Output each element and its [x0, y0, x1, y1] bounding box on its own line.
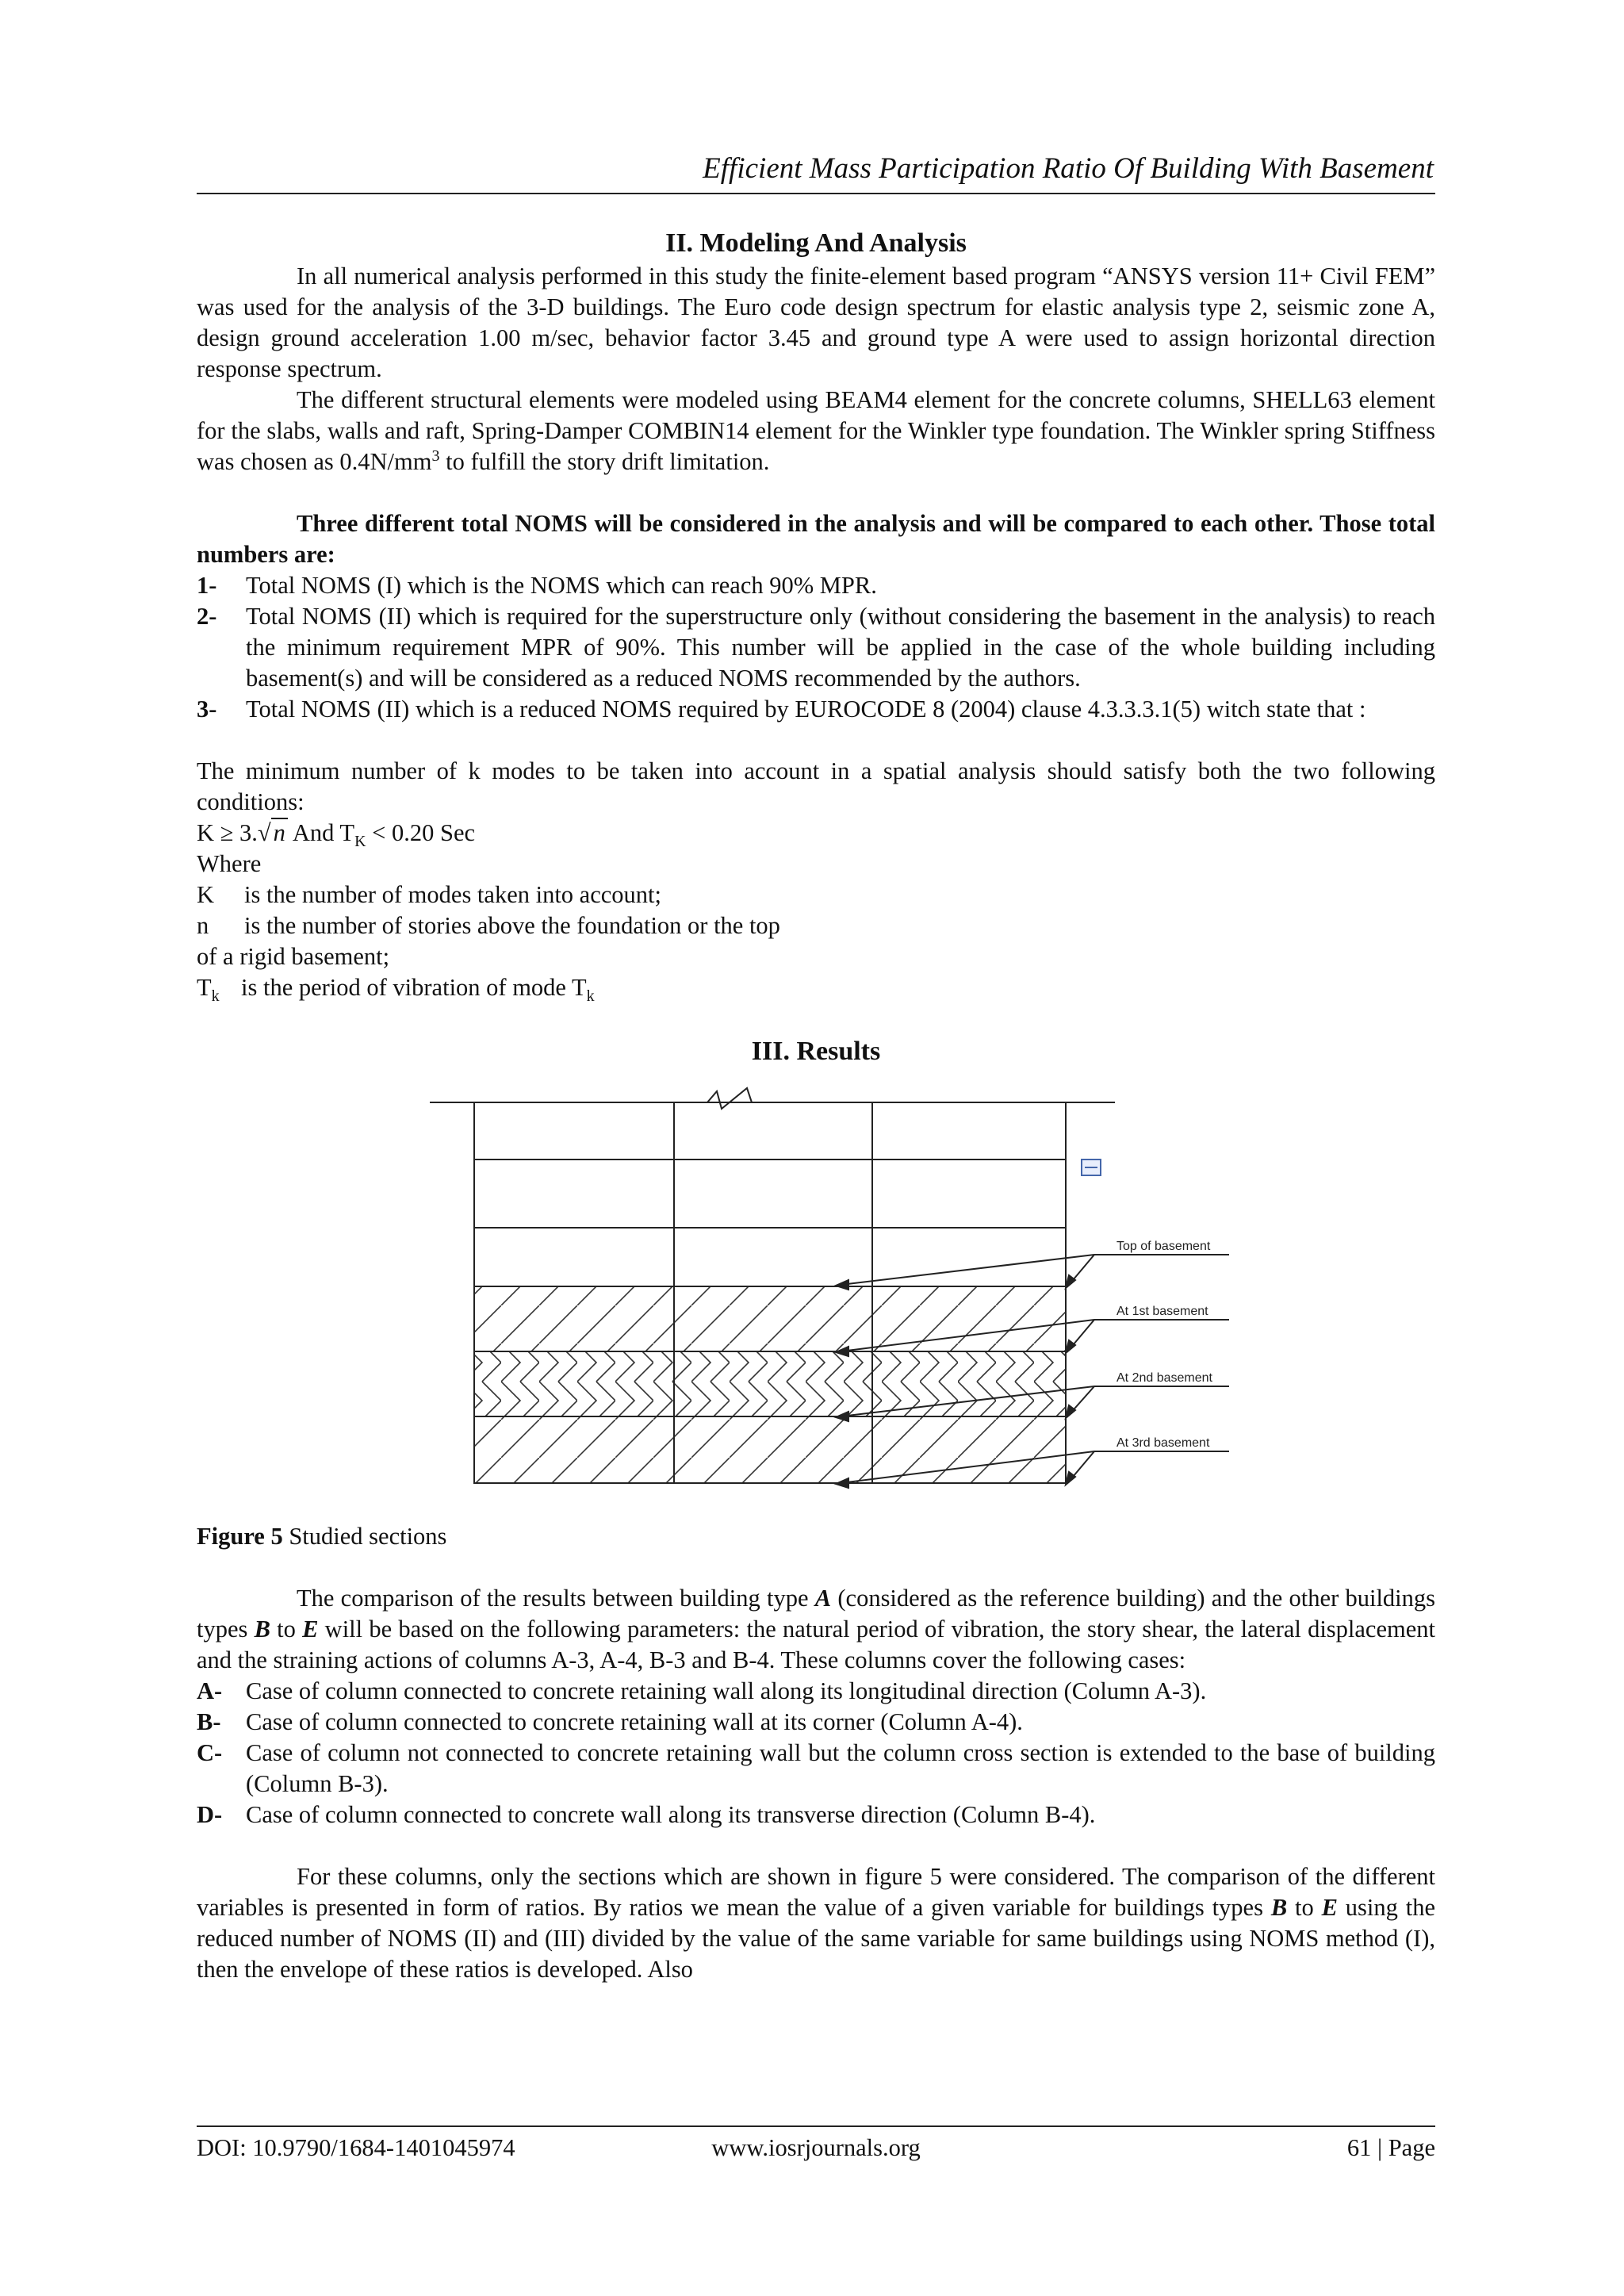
conditions-paragraph: The minimum number of k modes to be taken into account in a spatial analysis should satisfy both the two following conditions:: [197, 757, 1435, 815]
building-a: A: [814, 1585, 832, 1612]
symbol-t-sub: k: [211, 987, 220, 1006]
formula-part3: < 0.20 Sec: [366, 819, 476, 846]
spacer: [197, 1830, 1435, 1861]
definition-t-sub: k: [586, 987, 595, 1006]
hatch-layer-2: [474, 1351, 1066, 1416]
list-item-text: Case of column connected to concrete retaining wall at its corner (Column A-4).: [246, 1708, 1023, 1735]
definition-n-text: is the number of stories above the foundation or the top: [244, 912, 780, 939]
page-footer: [197, 2130, 1435, 2165]
list-marker: A-: [197, 1677, 223, 1704]
list-item-text: Total NOMS (II) which is required for the superstructure only (without considering the basement in the analysis) to reach the minimum requirement MPR of 90%. This number will be applied in the case of the whole building including basement(s) and will be considered as a reduced NOMS recommended by the authors.: [246, 603, 1435, 692]
building-e: E: [302, 1616, 319, 1642]
footer-website-link[interactable]: www.iosrjournals.org: [711, 2134, 921, 2161]
noms-list: [197, 570, 1435, 725]
label-1st-basement: At 1st basement: [1116, 1305, 1208, 1318]
definition-k: [197, 880, 1435, 910]
spacer: [197, 1003, 1435, 1034]
text-run: (considered as the reference building) and the other buildings types: [197, 1585, 1436, 1642]
list-item: [197, 1800, 1435, 1830]
main-content: [197, 226, 1435, 1985]
definition-t: [197, 972, 1435, 1006]
ground-line: [430, 1088, 1115, 1109]
list-item-text: Total NOMS (II) which is a reduced NOMS required by EUROCODE 8 (2004) clause 4.3.3.3.1(5) witch state that :: [246, 696, 1366, 723]
list-item: [197, 1738, 1435, 1800]
list-item-text: Case of column connected to concrete wall along its transverse direction (Column B-4).: [246, 1801, 1096, 1828]
section-drawing: [197, 1077, 1435, 1521]
formula-n: n: [271, 818, 288, 846]
running-header: Efficient Mass Participation Ratio Of Building With Basement: [703, 152, 1434, 185]
symbol-t: [197, 972, 241, 1006]
paragraph-elements-end: to fulfill the story drift limitation.: [439, 448, 770, 475]
building-b: B: [254, 1616, 270, 1642]
symbol-n: n: [197, 912, 209, 939]
cases-list: [197, 1676, 1435, 1830]
bold-intro: Three different total NOMS will be considered in the analysis and will be compared to each other. Those total numbers are:: [197, 510, 1435, 568]
superscript-3: 3: [431, 447, 440, 465]
where-label: Where: [197, 850, 262, 877]
formula-part1: K ≥ 3.√: [197, 819, 271, 846]
figure-studied-sections: [197, 1077, 1435, 1521]
list-item-text: Case of column connected to concrete retaining wall along its longitudinal direction (Column A-3).: [246, 1677, 1207, 1704]
list-item: [197, 570, 1435, 601]
list-item: [197, 601, 1435, 694]
list-marker: 2-: [197, 603, 217, 630]
text-run: using the reduced number of NOMS (II) and (III) divided by the value of the same variable for same buildings using NOMS method (I), then the envelope of these ratios is developed. Also: [197, 1894, 1435, 1983]
definition-t-text: is the period of vibration of mode T: [241, 974, 587, 1001]
list-marker: C-: [197, 1739, 223, 1766]
building-b: B: [1270, 1894, 1288, 1921]
list-item: [197, 1676, 1435, 1707]
label-top-of-basement: Top of basement: [1116, 1240, 1211, 1253]
leader-top-of-basement: [841, 1255, 1229, 1285]
spacer: [197, 477, 1435, 508]
definition-n: [197, 910, 1435, 941]
footer-rule: [197, 2125, 1435, 2127]
section-heading-modeling: II. Modeling And Analysis: [665, 228, 967, 258]
list-marker: D-: [197, 1801, 223, 1828]
list-item: [197, 694, 1435, 725]
text-run: to: [270, 1616, 303, 1642]
paragraph-ansys: In all numerical analysis performed in this study the finite-element based program “ANSYS version 11+ Civil FEM” was used for the analysis of the 3-D buildings. The Euro code design spectrum for elastic analysis type 2, seismic zone A, design ground acceleration 1.00 m/sec, behavior factor 3.45 and ground type A were used to assign horizontal direction response spectrum.: [197, 263, 1435, 382]
paragraph-comparison: [197, 1583, 1435, 1676]
formula-sub-k: K: [354, 833, 366, 851]
definition-n-cont: of a rigid basement;: [197, 943, 390, 970]
section-heading-results: III. Results: [751, 1037, 881, 1066]
paragraph-ratios: [197, 1861, 1435, 1985]
symbol-t-letter: T: [197, 974, 212, 1001]
list-marker: B-: [197, 1708, 221, 1735]
text-run: For these columns, only the sections which are shown in figure 5 were considered. The comparison of the different variables is presented in form of ratios. By ratios we mean the value of a given variable for buildings types: [197, 1863, 1435, 1921]
spacer: [197, 725, 1435, 756]
list-marker: 3-: [197, 696, 217, 723]
formula-part2: And T: [287, 819, 355, 846]
header-rule: [197, 193, 1435, 194]
list-item: [197, 1707, 1435, 1738]
footer-doi: DOI: 10.9790/1684-1401045974: [197, 2134, 515, 2161]
text-run: to: [1287, 1894, 1322, 1921]
footer-page-number: 61 | Page: [1346, 2134, 1435, 2161]
spacer: [197, 1552, 1435, 1583]
list-item-text: Case of column not connected to concrete retaining wall but the column cross section is extended to the base of building (Column B-3).: [246, 1739, 1435, 1797]
symbol-k: K: [197, 881, 215, 908]
paragraph-elements-text: The different structural elements were modeled using BEAM4 element for the concrete columns, SHELL63 element for the slabs, walls and raft, Spring-Damper COMBIN14 element for the Winkler type foundation. The Winkler spring Stiffness was chosen as 0.4N/mm: [197, 386, 1435, 475]
definition-k-text: is the number of modes taken into account;: [244, 881, 661, 908]
list-item-text: Total NOMS (I) which is the NOMS which can reach 90% MPR.: [246, 572, 877, 599]
formula-line: [197, 818, 1435, 849]
building-e: E: [1321, 1894, 1338, 1921]
figure-caption: [197, 1521, 1435, 1552]
list-marker: 1-: [197, 572, 217, 599]
text-run: The comparison of the results between building type: [297, 1585, 815, 1612]
hatch-layer-1: [474, 1286, 1066, 1351]
label-2nd-basement: At 2nd basement: [1116, 1371, 1212, 1385]
text-run: will be based on the following parameters: the natural period of vibration, the story shear, the lateral displacement and the straining actions of columns A-3, A-4, B-3 and B-4. These columns cover the following cases:: [197, 1616, 1435, 1673]
figure-caption-label: Figure 5: [197, 1523, 283, 1550]
label-3rd-basement: At 3rd basement: [1116, 1436, 1210, 1450]
paragraph-elements: [197, 385, 1435, 477]
figure-caption-text: Studied sections: [282, 1523, 447, 1550]
hatch-layer-3: [474, 1416, 1066, 1483]
